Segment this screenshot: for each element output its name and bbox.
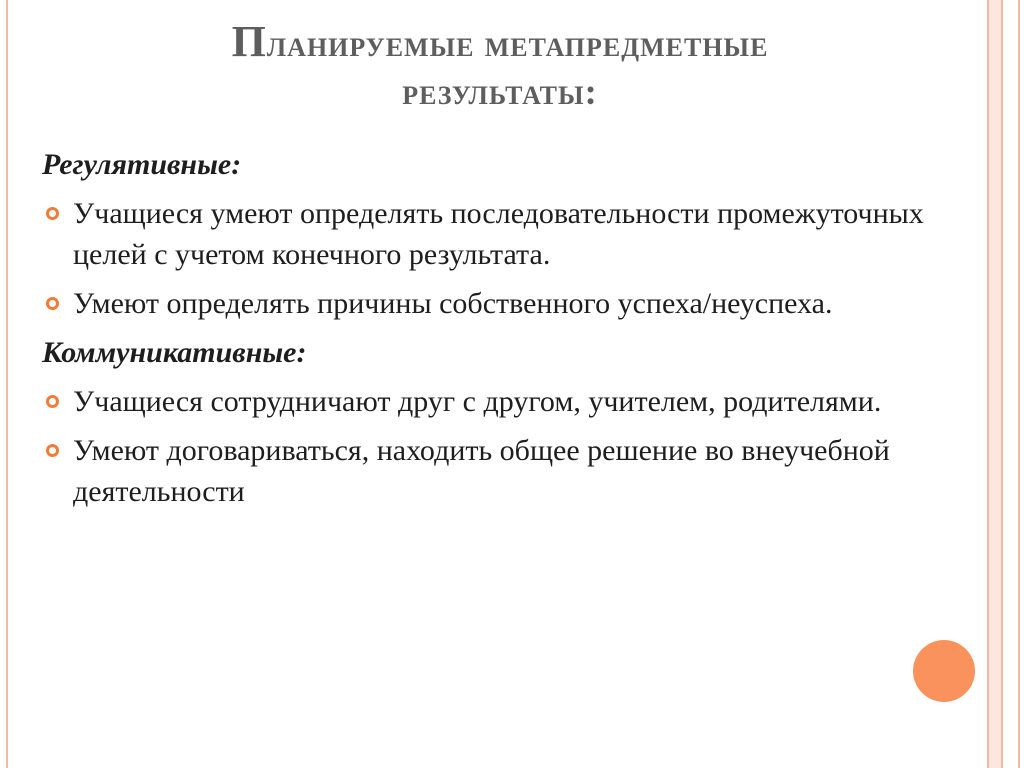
right-frame-edge-line [1018,0,1020,768]
orange-circle-icon [913,640,975,702]
ring-bullet-icon [46,207,59,220]
title-line2: результаты: [402,72,598,113]
list-item [42,193,942,275]
ring-bullet-icon [46,297,59,310]
ring-bullet-icon [46,395,59,408]
right-frame-edge [1003,0,1024,768]
section-heading-regulative: Регулятивные: [42,148,242,181]
list-item-text: Учащиеся умеют определять последовательности промежуточных целей с учетом конечного результата. [73,197,924,271]
list-item [42,381,942,422]
list-item [42,283,942,324]
list-item-text: Умеют определять причины собственного успеха/неуспеха. [73,287,833,320]
ring-bullet-icon [46,444,59,457]
left-frame-line [6,0,8,768]
right-frame-line-inner [987,0,989,768]
slide-content [42,144,942,520]
section-heading-communicative: Коммуникативные: [42,336,307,369]
slide-title [60,18,940,117]
right-frame-strip [989,0,1001,768]
title-first-letter: П [231,17,267,66]
list-item-text: Учащиеся сотрудничают друг с другом, учителем, родителями. [73,385,882,418]
list-item [42,430,942,512]
title-line1-rest: ланируемые метапредметные [266,24,769,65]
list-item-text: Умеют договариваться, находить общее решение во внеучебной деятельности [73,434,890,508]
